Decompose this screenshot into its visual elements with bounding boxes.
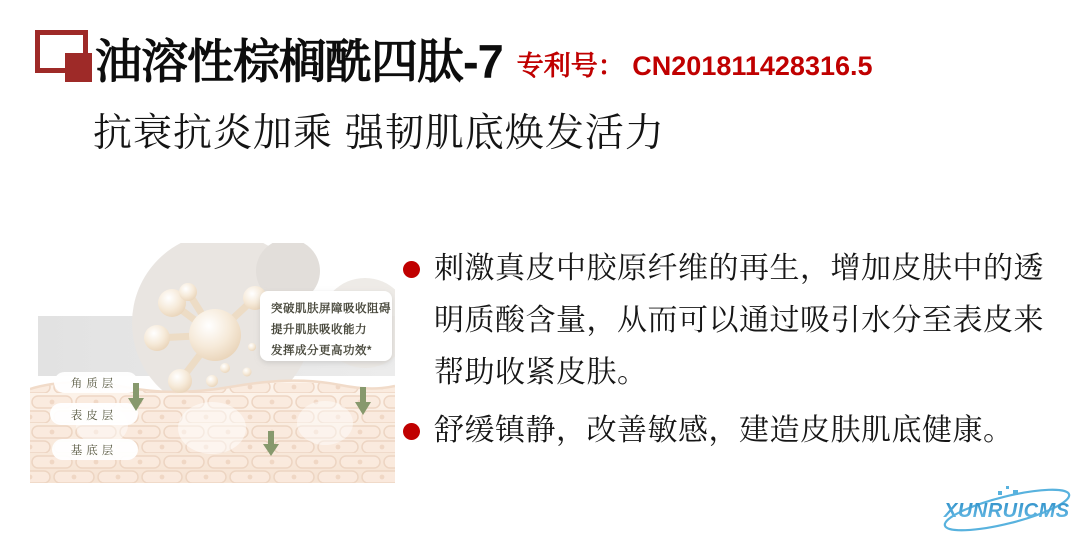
bullet-text: 舒缓镇静，改善敏感，建造皮肤肌底健康。 — [434, 414, 1014, 447]
page-title: 油溶性棕榈酰四肽-7 — [95, 34, 503, 88]
layer-label-basal: 基底层 — [70, 445, 118, 457]
benefit-list — [403, 243, 1065, 457]
callout-line: 提升肌肤吸收能力 — [271, 324, 367, 336]
xunruicms-logo-icon — [936, 483, 1078, 535]
skin-layers-illustration — [30, 381, 395, 483]
square-fill-shape — [65, 53, 92, 82]
bullet-dot-icon — [403, 261, 420, 278]
skin-absorption-figure — [30, 243, 395, 483]
list-item — [403, 243, 1065, 399]
header — [33, 22, 873, 86]
bullet-text: 刺激真皮中胶原纤维的再生，增加皮肤中的透明质酸含量，从而可以通过吸引水分至表皮来帮助收紧皮肤。 — [434, 252, 1044, 389]
callout-line: 发挥成分更高功效* — [271, 345, 372, 357]
skin-layer-labels — [50, 372, 138, 460]
patent-number: 专利号： CN201811428316.5 — [516, 51, 873, 81]
layer-label-stratum-corneum: 角质层 — [70, 378, 118, 390]
logo-text: XUNRUICMS — [944, 500, 1070, 522]
layer-label-epidermis: 表皮层 — [70, 410, 118, 422]
subtitle: 抗衰抗炎加乘 强韧肌底焕发活力 — [93, 112, 665, 155]
callout-box — [260, 291, 392, 361]
xunruicms-watermark — [936, 483, 1078, 535]
logo-dots — [998, 486, 1018, 495]
bullet-dot-icon — [403, 423, 420, 440]
figure-canvas — [30, 243, 395, 483]
list-item — [403, 405, 1065, 457]
callout-line: 突破肌肤屏障吸收阻碍 — [271, 303, 391, 315]
title-square-icon — [33, 22, 95, 86]
